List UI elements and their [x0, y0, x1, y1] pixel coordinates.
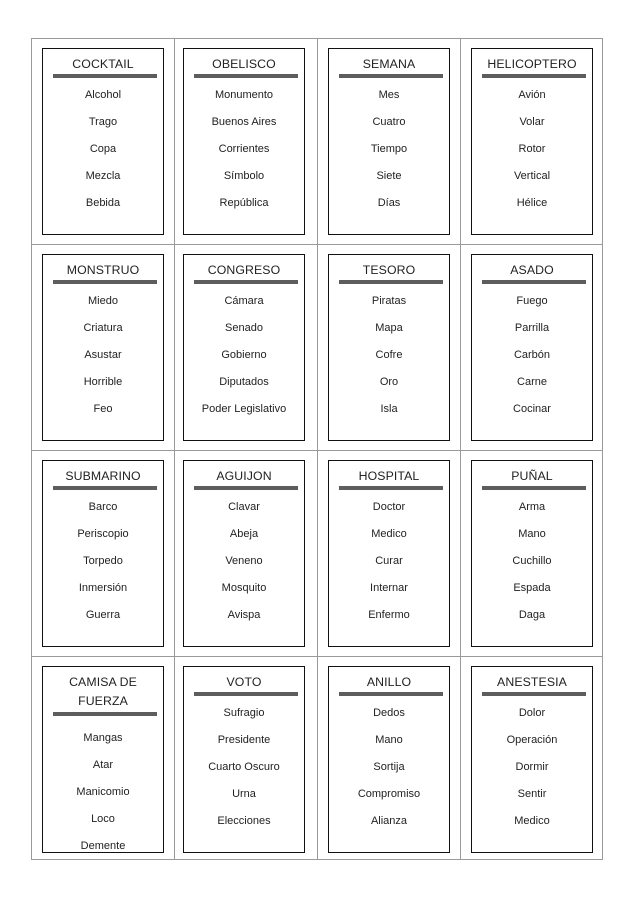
title-underline — [194, 692, 298, 696]
card-title: ANESTESIA — [497, 675, 567, 689]
forbidden-word: Guerra — [85, 609, 121, 621]
forbidden-word: Dedos — [373, 707, 405, 719]
card-title: HOSPITAL — [358, 469, 420, 483]
card-cell — [317, 244, 461, 451]
forbidden-word: Urna — [232, 788, 256, 800]
forbidden-word: Oro — [379, 376, 399, 388]
forbidden-word: Espada — [513, 582, 551, 594]
title-underline — [53, 280, 157, 284]
forbidden-word: Mezcla — [85, 170, 121, 182]
forbidden-word: Cocinar — [513, 403, 551, 415]
forbidden-word: Abeja — [229, 528, 259, 540]
forbidden-word: Mosquito — [221, 582, 267, 594]
forbidden-word: Cuarto Oscuro — [208, 761, 280, 773]
forbidden-word: Internar — [370, 582, 408, 594]
title-underline — [194, 74, 298, 78]
card-cell — [317, 656, 461, 860]
forbidden-word: Copa — [89, 143, 117, 155]
title-underline — [482, 692, 586, 696]
forbidden-word: Elecciones — [217, 815, 271, 827]
word-card — [471, 666, 593, 853]
forbidden-word: Siete — [376, 170, 402, 182]
card-title: TESORO — [362, 263, 416, 277]
card-title-line: CAMISA DE — [69, 675, 137, 689]
forbidden-word: Avión — [518, 89, 546, 101]
title-underline — [482, 280, 586, 284]
forbidden-word: Avispa — [227, 609, 261, 621]
forbidden-word: Mangas — [83, 732, 123, 744]
forbidden-word: Manicomio — [76, 786, 130, 798]
forbidden-word: Carne — [517, 376, 547, 388]
forbidden-word: Monumento — [214, 89, 274, 101]
card-title: ANILLO — [366, 675, 412, 689]
forbidden-word: Torpedo — [83, 555, 123, 567]
title-underline — [339, 692, 443, 696]
forbidden-word: Hélice — [516, 197, 548, 209]
forbidden-word: Rotor — [518, 143, 546, 155]
card-title: SUBMARINO — [65, 469, 141, 483]
card-sheet — [31, 38, 603, 860]
forbidden-word: Mano — [375, 734, 403, 746]
forbidden-word: Bebida — [85, 197, 121, 209]
forbidden-word: Parrilla — [514, 322, 550, 334]
forbidden-word: Barco — [88, 501, 118, 513]
card-title: CONGRESO — [207, 263, 281, 277]
word-card — [183, 666, 305, 853]
word-card — [183, 254, 305, 441]
card-cell — [174, 450, 318, 657]
forbidden-word: Mano — [518, 528, 546, 540]
card-cell — [31, 450, 175, 657]
title-underline — [339, 486, 443, 490]
title-underline — [339, 74, 443, 78]
card-cell — [460, 38, 603, 245]
card-cell — [174, 656, 318, 860]
card-cell — [460, 656, 603, 860]
forbidden-word: Trago — [88, 116, 118, 128]
card-title: PUÑAL — [511, 469, 553, 483]
card-cell — [31, 656, 175, 860]
forbidden-word: Poder Legislativo — [201, 403, 287, 415]
card-cell — [31, 38, 175, 245]
forbidden-word: Vertical — [513, 170, 551, 182]
title-underline — [194, 486, 298, 490]
forbidden-word: Enfermo — [368, 609, 410, 621]
word-card — [328, 666, 450, 853]
word-card — [328, 460, 450, 647]
forbidden-word: Periscopio — [77, 528, 129, 540]
word-card — [42, 48, 164, 235]
forbidden-word: Isla — [380, 403, 398, 415]
word-card — [328, 48, 450, 235]
word-card — [471, 48, 593, 235]
forbidden-word: Sentir — [517, 788, 547, 800]
forbidden-word: Atar — [92, 759, 114, 771]
word-card — [42, 460, 164, 647]
forbidden-word: Asustar — [84, 349, 122, 361]
card-title: MONSTRUO — [66, 263, 140, 277]
forbidden-word: Medico — [371, 528, 407, 540]
forbidden-word: Doctor — [372, 501, 406, 513]
card-cell — [174, 244, 318, 451]
forbidden-word: Criatura — [83, 322, 123, 334]
forbidden-word: Loco — [91, 813, 115, 825]
forbidden-word: Tiempo — [370, 143, 408, 155]
forbidden-word: Cámara — [224, 295, 264, 307]
forbidden-word: Días — [377, 197, 401, 209]
forbidden-word: Fuego — [516, 295, 548, 307]
card-title: COCKTAIL — [72, 57, 134, 71]
forbidden-word: Cuchillo — [512, 555, 552, 567]
forbidden-word: Operación — [506, 734, 558, 746]
forbidden-word: Gobierno — [221, 349, 267, 361]
forbidden-word: Miedo — [88, 295, 118, 307]
word-card — [471, 460, 593, 647]
title-underline — [53, 74, 157, 78]
forbidden-word: Dolor — [518, 707, 546, 719]
title-underline — [53, 486, 157, 490]
forbidden-word: Daga — [518, 609, 546, 621]
forbidden-word: Corrientes — [218, 143, 270, 155]
forbidden-word: República — [219, 197, 269, 209]
card-title: OBELISCO — [212, 57, 276, 71]
forbidden-word: Clavar — [228, 501, 260, 513]
forbidden-word: Dormir — [515, 761, 549, 773]
card-title — [43, 673, 163, 711]
forbidden-word: Símbolo — [223, 170, 265, 182]
forbidden-word: Feo — [93, 403, 113, 415]
word-card — [183, 460, 305, 647]
forbidden-word: Curar — [375, 555, 403, 567]
card-title: AGUIJON — [216, 469, 272, 483]
forbidden-word: Arma — [518, 501, 546, 513]
card-title-line: FUERZA — [78, 694, 128, 708]
forbidden-word: Cofre — [375, 349, 403, 361]
title-underline — [53, 712, 157, 716]
forbidden-word: Diputados — [219, 376, 269, 388]
forbidden-word: Presidente — [217, 734, 271, 746]
title-underline — [194, 280, 298, 284]
forbidden-word: Sufragio — [223, 707, 265, 719]
forbidden-word: Carbón — [513, 349, 551, 361]
word-card — [42, 666, 164, 853]
card-title: ASADO — [510, 263, 554, 277]
word-card — [471, 254, 593, 441]
word-card — [42, 254, 164, 441]
forbidden-word: Alcohol — [84, 89, 122, 101]
card-cell — [460, 244, 603, 451]
forbidden-word: Piratas — [371, 295, 407, 307]
forbidden-word: Horrible — [83, 376, 123, 388]
forbidden-word: Compromiso — [357, 788, 421, 800]
card-title: VOTO — [226, 675, 262, 689]
forbidden-word: Buenos Aires — [211, 116, 277, 128]
forbidden-word: Inmersión — [78, 582, 128, 594]
forbidden-word: Mes — [378, 89, 400, 101]
word-card — [183, 48, 305, 235]
card-title: HELICOPTERO — [487, 57, 577, 71]
card-cell — [317, 38, 461, 245]
forbidden-word: Sortija — [373, 761, 405, 773]
card-cell — [31, 244, 175, 451]
card-cell — [174, 38, 318, 245]
word-card — [328, 254, 450, 441]
card-cell — [317, 450, 461, 657]
forbidden-word: Alianza — [370, 815, 408, 827]
card-title: SEMANA — [362, 57, 416, 71]
title-underline — [482, 486, 586, 490]
forbidden-word: Volar — [519, 116, 545, 128]
title-underline — [482, 74, 586, 78]
forbidden-word: Medico — [514, 815, 550, 827]
forbidden-word: Demente — [80, 840, 126, 852]
forbidden-word: Senado — [225, 322, 263, 334]
forbidden-word: Cuatro — [372, 116, 406, 128]
card-cell — [460, 450, 603, 657]
forbidden-word: Mapa — [375, 322, 403, 334]
title-underline — [339, 280, 443, 284]
forbidden-word: Veneno — [225, 555, 263, 567]
